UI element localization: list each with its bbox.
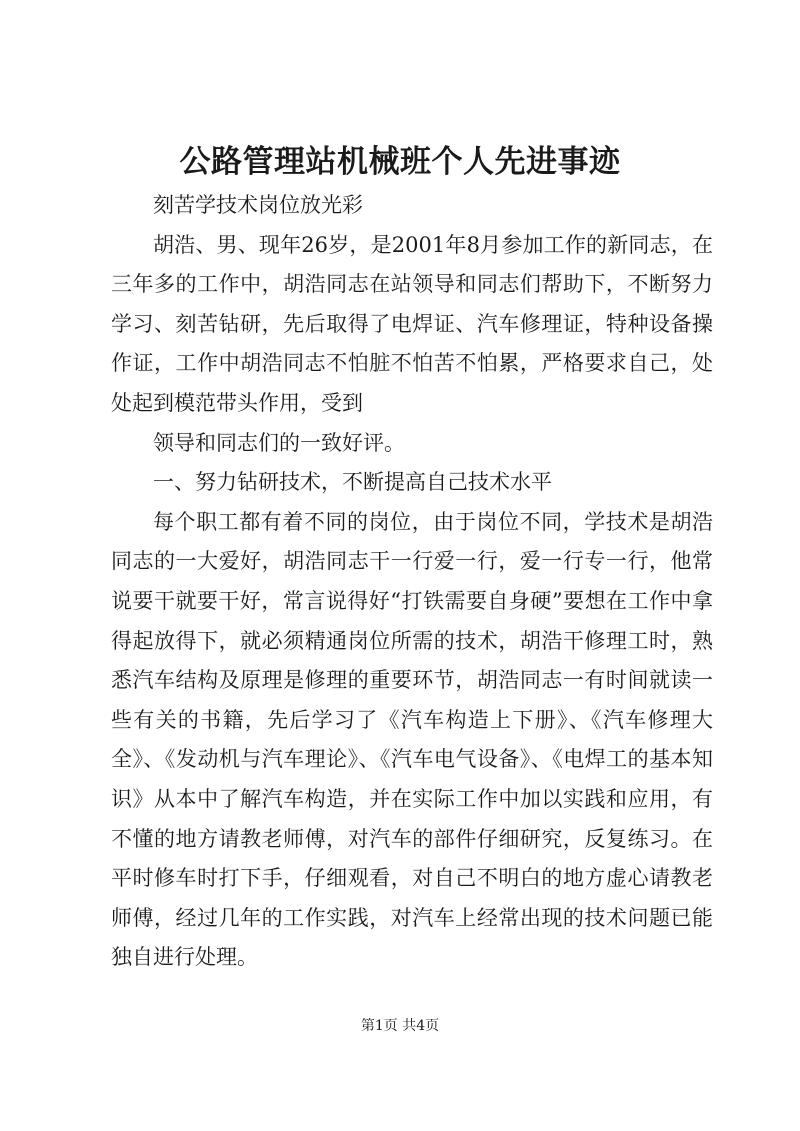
body-paragraph: 胡浩、男、现年26岁，是2001年8月参加工作的新同志，在三年多的工作中，胡浩同志在站领导和同志们帮助下，不断努力学习、刻苦钻研，先后取得了电焊证、汽车修理证，特种设备操作证，工作中胡浩同志不怕脏不怕苦不怕累，严格要求自己，处处起到模范带头作用，受到 [111,232,713,415]
body-paragraph: 领导和同志们的一致好评。 [153,430,405,455]
section-heading: 一、努力钻研技术，不断提高自己技术水平 [153,470,552,495]
body-paragraph: 每个职工都有着不同的岗位，由于岗位不同，学技术是胡浩同志的一大爱好，胡浩同志干一行爱一行，爱一行专一行，他常说要干就要干好，常言说得好“打铁需要自身硬”要想在工作中拿得起放得下，就必须精通岗位所需的技术，胡浩干修理工时，熟悉汽车结构及原理是修理的重要环节，胡浩同志一有时间就读一些有关的书籍，先后学习了《汽车构造上下册》、《汽车修理大全》、《发动机与汽车理论》、《汽车电气设备》、《电焊工的基本知识》从本中了解汽车构造，并在实际工作中加以实践和应用，有不懂的地方请教老师傅，对汽车的部件仔细研究，反复练习。在平时修车时打下手，仔细观看，对自己不明白的地方虚心请教老师傅，经过几年的工作实践，对汽车上经常出现的技术问题已能独自进行处理。 [111,509,713,970]
document-title: 公路管理站机械班个人先进事迹 [179,144,621,180]
page-number-footer: 第1页 共4页 [360,1018,440,1034]
document-body [111,186,713,978]
subtitle-paragraph: 刻苦学技术岗位放光彩 [153,193,363,217]
